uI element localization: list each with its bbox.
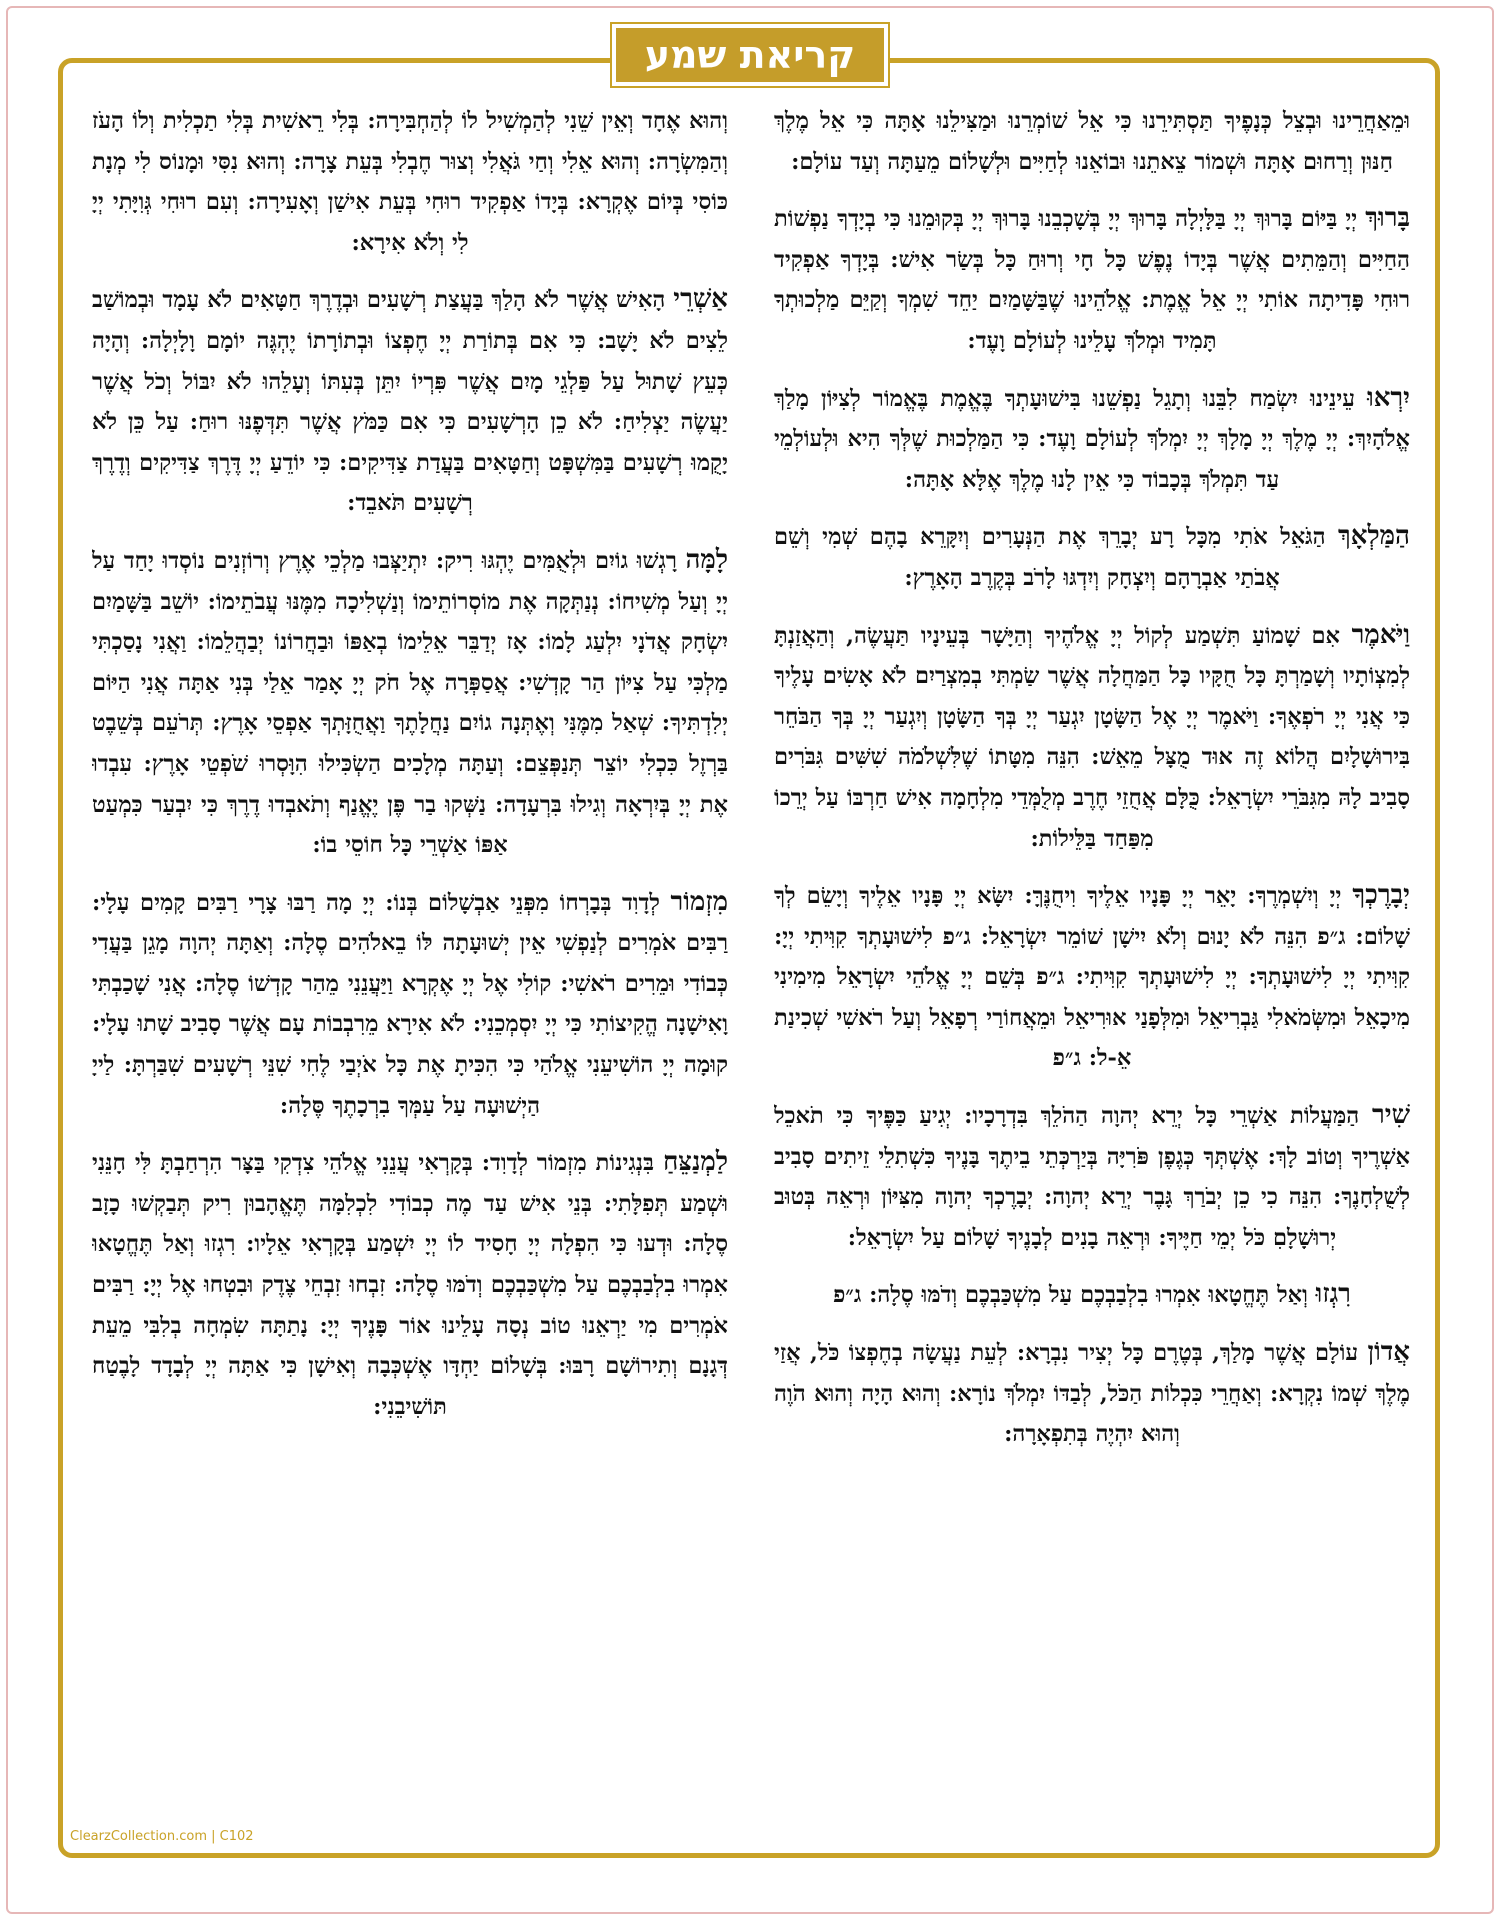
paragraph-text: בִּנְגִינוֹת מִזְמוֹר לְדָוִד: בְּקָרְאִי עֲנֵנִי אֱלֹהֵי צִדְקִי בַּצָּר הִרְחַבְתָּ לִּי חָנֵּנִי וּשְׁמַע תְּפִלָּתִי: בְּנֵי אִישׁ עַד מֶה כְבוֹדִי לִכְלִמָּה תֶּאֱהָבוּן רִיק תְּבַקְשׁוּ כָזָב סֶלָה: וּדְעוּ כִּי הִפְלָה יְיָ חָסִיד לוֹ יְיָ יִשְׁמַע בְּקָרְאִי אֵלָיו: רִגְזוּ וְאַל תֶּחֱטָאוּ אִמְרוּ בִלְבַבְכֶם עַל מִשְׁכַּבְכֶם וְדֹמּוּ סֶלָה: זִבְחוּ זִבְחֵי צֶדֶק וּבִטְחוּ אֶל יְיָ: רַבִּים אֹמְרִים מִי יַרְאֵנוּ טוֹב נְסָה עָלֵינוּ אוֹר פָּנֶיךָ יְיָ: נָתַתָּה שִׂמְחָה בְלִבִּי מֵעֵת דְּגָנָם וְתִירוֹשָׁם רָבּוּ: בְּשָׁלוֹם יַחְדָּו אֶשְׁכְּבָה וְאִישָׁן כִּי אַתָּה יְיָ לְבָדָד לָבֶטַח תּוֹשִׁיבֵנִי: bbox=[92, 1150, 728, 1420]
paragraph-text: הַמַּעֲלוֹת אַשְׁרֵי כָּל יְרֵא יְהוָה הַהֹלֵךְ בִּדְרָכָיו: יְגִיעַ כַּפֶּיךָ כִּי תֹאכֵל אַשְׁרֶיךָ וְטוֹב לָךְ: אֶשְׁתְּךָ כְּגֶפֶן פֹּרִיָּה בְּיַרְכְּתֵי בֵיתֶךָ בָּנֶיךָ כִּשְׁתִלֵי זֵיתִים סָבִיב לְשֻׁלְחָנֶךָ: הִנֵּה כִי כֵן יְבֹרַךְ גָּבֶר יְרֵא יְהוָה: יְבָרֶכְךָ יְהוָה מִצִּיּוֹן וּרְאֵה בְּטוּב יְרוּשָׁלָםִ כֹּל יְמֵי חַיֶּיךָ: וּרְאֵה בָנִים לְבָנֶיךָ שָׁלוֹם עַל יִשְׂרָאֵל: bbox=[774, 1103, 1410, 1251]
paragraph bbox=[774, 198, 1410, 361]
paragraph-text: אִם שָׁמוֹעַ תִּשְׁמַע לְקוֹל יְיָ אֱלֹהֶיךָ וְהַיָּשָׁר בְּעֵינָיו תַּעֲשֶׂה, וְהַאֲזַנְתָּ לְמִצְוֹתָיו וְשָׁמַרְתָּ כָּל חֻקָּיו כָּל הַמַּחֲלָה אֲשֶׁר שַׂמְתִּי בְמִצְרַיִם לֹא אָשִׂים עָלֶיךָ כִּי אֲנִי יְיָ רֹפְאֶךָ: וַיֹּאמֶר יְיָ אֶל הַשָּׂטָן יִגְעַר יְיָ בְּךָ הַשָּׂטָן וְיִגְעַר יְיָ בְּךָ הַבֹּחֵר בִּירוּשָׁלָיִם הֲלוֹא זֶה אוּד מֻצָּל מֵאֵשׁ: הִנֵּה מִטָּתוֹ שֶׁלִּשְׁלֹמֹה שִׁשִּׁים גִּבֹּרִים סָבִיב לָהּ מִגִּבֹּרֵי יִשְׂרָאֵל: כֻּלָּם אֲחֻזֵי חֶרֶב מְלֻמְּדֵי מִלְחָמָה אִישׁ חַרְבּוֹ עַל יְרֵכוֹ מִפַּחַד בַּלֵּילוֹת: bbox=[774, 622, 1410, 852]
paragraph bbox=[774, 100, 1410, 182]
paragraph-lead-word: אֲדוֹן bbox=[1367, 1337, 1410, 1368]
paragraph bbox=[92, 882, 728, 1127]
title-banner bbox=[612, 24, 888, 86]
paragraph-text: עֵינֵינוּ יִשְׂמַח לִבֵּנוּ וְתָגֵל נַפְשֵׁנוּ בִּישׁוּעָתְךָ בֶּאֱמֶת בֶּאֱמוֹר לְצִיּוֹן מָלַךְ אֱלֹהָיִךְ: יְיָ מֶלֶךְ יְיָ מָלָךְ יְיָ יִמְלֹךְ לְעוֹלָם וָעֶד: כִּי הַמַּלְכוּת שֶׁלְּךָ הִיא וּלְעוֹלְמֵי עַד תִּמְלֹךְ בְּכָבוֹד כִּי אֵין לָנוּ מֶלֶךְ אֶלָּא אָתָּה: bbox=[774, 385, 1410, 493]
paragraph-text: יְיָ בַּיּוֹם בָּרוּךְ יְיָ בַּלָּיְלָה בָּרוּךְ יְיָ בְּשָׁכְבֵנוּ בָּרוּךְ יְיָ בְּקוּמֵנוּ כִּי בְיָדְךָ נַפְשׁוֹת הַחַיִּים וְהַמֵּתִים אֲשֶׁר בְּיָדוֹ נֶפֶשׁ כָּל חָי וְרוּחַ כָּל בְּשַׂר אִישׁ: בְּיָדְךָ אַפְקִיד רוּחִי פָּדִיתָה אוֹתִי יְיָ אֵל אֱמֶת: אֱלֹהֵינוּ שֶׁבַּשָּׁמַיִם יַחֵד שִׁמְךָ וְקַיֵּם מַלְכוּתְךָ תָּמִיד וּמְלֹךְ עָלֵינוּ לְעוֹלָם וָעֶד: bbox=[774, 206, 1410, 354]
paragraph-lead-word: שִׁיר bbox=[1372, 1100, 1410, 1131]
paragraph-lead-word: יִרְאוּ bbox=[1367, 382, 1410, 413]
paragraph-text: הַגֹּאֵל אֹתִי מִכָּל רָע יְבָרֵךְ אֶת הַנְּעָרִים וְיִקָּרֵא בָהֶם שְׁמִי וְשֵׁם אֲבֹתַי אַבְרָהָם וְיִצְחָק וְיִדְגּוּ לָרֹב בְּקֶרֶב הָאָרֶץ: bbox=[774, 524, 1338, 591]
paragraph-lead-word: אַשְׁרֵי bbox=[673, 284, 728, 315]
left-column bbox=[92, 100, 728, 1800]
paragraph-lead-word: לַמְנַצֵּחַ bbox=[662, 1147, 728, 1178]
paragraph-lead-word: הַמַּלְאָךְ bbox=[1338, 521, 1410, 552]
paragraph-lead-word: וַיֹּאמֶר bbox=[1351, 619, 1410, 650]
paragraph-text: לְדָוִד בְּבָרְחוֹ מִפְּנֵי אַבְשָׁלוֹם בְּנוֹ: יְיָ מָה רַבּוּ צָרָי רַבִּים קָמִים עָלָי: רַבִּים אֹמְרִים לְנַפְשִׁי אֵין יְשׁוּעָתָה לּוֹ בֵאלֹהִים סֶלָה: וְאַתָּה יְהוָה מָגֵן בַּעֲדִי כְּבוֹדִי וּמֵרִים רֹאשִׁי: קוֹלִי אֶל יְיָ אֶקְרָא וַיַּעֲנֵנִי מֵהַר קָדְשׁוֹ סֶלָה: אֲנִי שָׁכַבְתִּי וָאִישָׁנָה הֱקִיצוֹתִי כִּי יְיָ יִסְמְכֵנִי: לֹא אִירָא מֵרִבְבוֹת עָם אֲשֶׁר סָבִיב שָׁתוּ עָלָי: קוּמָה יְיָ הוֹשִׁיעֵנִי אֱלֹהַי כִּי הִכִּיתָ אֶת כָּל אֹיְבַי לֶחִי שִׁנֵּי רְשָׁעִים שִׁבַּרְתָּ: לַייָ הַיְשׁוּעָה עַל עַמְּךָ בִרְכָתֶךָ סֶּלָה: bbox=[92, 889, 728, 1119]
paragraph-lead-word: רִגְזוּ bbox=[1315, 1279, 1351, 1310]
paragraph-text: וּמֵאַחֲרֵינוּ וּבְצֵל כְּנָפֶיךָ תַּסְתִּירֵנוּ כִּי אֵל שׁוֹמְרֵנוּ וּמַצִּילֵנוּ אָתָּה כִּי אֵל מֶלֶךְ חַנּוּן וְרַחוּם אָתָּה וּשְׁמוֹר צֵאתֵנוּ וּבוֹאֵנוּ לְחַיִּים וּלְשָׁלוֹם מֵעַתָּה וְעַד עוֹלָם: bbox=[774, 108, 1410, 175]
paragraph-text: רָגְשׁוּ גוֹיִם וּלְאֻמִּים יֶהְגּוּ רִיק: יִתְיַצְּבוּ מַלְכֵי אֶרֶץ וְרוֹזְנִים נוֹסְדוּ יָחַד עַל יְיָ וְעַל מְשִׁיחוֹ: נְנַתְּקָה אֶת מוֹסְרוֹתֵימוֹ וְנַשְׁלִיכָה מִמֶּנּוּ עֲבֹתֵימוֹ: יוֹשֵׁב בַּשָּׁמַיִם יִשְׂחָק אֲדֹנָי יִלְעַג לָמוֹ: אָז יְדַבֵּר אֵלֵימוֹ בְאַפּוֹ וּבַחֲרוֹנוֹ יְבַהֲלֵמוֹ: וַאֲנִי נָסַכְתִּי מַלְכִּי עַל צִיּוֹן הַר קָדְשִׁי: אֲסַפְּרָה אֶל חֹק יְיָ אָמַר אֵלַי בְּנִי אַתָּה אֲנִי הַיּוֹם יְלִדְתִּיךָ: שְׁאַל מִמֶּנִּי וְאֶתְּנָה גוֹיִם נַחֲלָתֶךָ וַאֲחֻזָּתְךָ אַפְסֵי אָרֶץ: תְּרֹעֵם בְּשֵׁבֶט בַּרְזֶל כִּכְלִי יוֹצֵר תְּנַפְּצֵם: וְעַתָּה מְלָכִים הַשְׂכִּילוּ הִוָּסְרוּ שֹׁפְטֵי אָרֶץ: עִבְדוּ אֶת יְיָ בְּיִרְאָה וְגִילוּ בִּרְעָדָה: נַשְּׁקוּ בַר פֶּן יֶאֱנַף וְתֹאבְדוּ דֶרֶךְ כִּי יִבְעַר כִּמְעַט אַפּוֹ אַשְׁרֵי כָּל חוֹסֵי בוֹ: bbox=[92, 547, 728, 859]
right-column bbox=[774, 100, 1410, 1800]
paragraph-text: וְאַל תֶּחֱטָאוּ אִמְרוּ בִלְבַבְכֶם עַל מִשְׁכַּבְכֶם וְדֹמּוּ סֶלָה: ג״פ bbox=[833, 1282, 1316, 1309]
paragraph-lead-word: יְבָרֶכְךָ bbox=[1352, 880, 1410, 911]
footer-credit: ClearzCollection.com | C102 bbox=[70, 1829, 254, 1844]
paragraph-text: הָאִישׁ אֲשֶׁר לֹא הָלַךְ בַּעֲצַת רְשָׁעִים וּבְדֶרֶךְ חַטָּאִים לֹא עָמָד וּבְמוֹשַׁב לֵצִים לֹא יָשָׁב: כִּי אִם בְּתוֹרַת יְיָ חֶפְצוֹ וּבְתוֹרָתוֹ יֶהְגֶּה יוֹמָם וָלָיְלָה: וְהָיָה כְּעֵץ שָׁתוּל עַל פַּלְגֵי מָיִם אֲשֶׁר פִּרְיוֹ יִתֵּן בְּעִתּוֹ וְעָלֵהוּ לֹא יִבּוֹל וְכֹל אֲשֶׁר יַעֲשֶׂה יַצְלִיחַ: לֹא כֵן הָרְשָׁעִים כִּי אִם כַּמֹּץ אֲשֶׁר תִּדְּפֶנּוּ רוּחַ: עַל כֵּן לֹא יָקֻמוּ רְשָׁעִים בַּמִּשְׁפָּט וְחַטָּאִים בַּעֲדַת צַדִּיקִים: כִּי יוֹדֵעַ יְיָ דֶּרֶךְ צַדִּיקִים וְדֶרֶךְ רְשָׁעִים תֹּאבֵד: bbox=[92, 287, 728, 517]
paragraph-text: עוֹלָם אֲשֶׁר מָלַךְ, בְּטֶרֶם כָּל יְצִיר נִבְרָא: לְעֵת נַעֲשָׂה בְחֶפְצוֹ כֹּל, אֲזַי מֶלֶךְ שְׁמוֹ נִקְרָא: וְאַחֲרֵי כִּכְלוֹת הַכֹּל, לְבַדּוֹ יִמְלֹךְ נוֹרָא: וְהוּא הָיָה וְהוּא הֹוֶה וְהוּא יִהְיֶה בְּתִפְאָרָה: bbox=[774, 1340, 1410, 1448]
paragraph-lead-word: לָמָּה bbox=[685, 544, 728, 575]
paragraph bbox=[92, 279, 728, 524]
paragraph bbox=[774, 378, 1410, 501]
text-columns bbox=[92, 100, 1410, 1800]
paragraph bbox=[774, 1095, 1410, 1258]
paragraph bbox=[774, 516, 1410, 598]
paragraph-lead-word: מִזְמוֹר bbox=[670, 886, 728, 917]
paragraph bbox=[774, 875, 1410, 1079]
paragraph bbox=[92, 1142, 728, 1427]
paragraph-text: וְהוּא אֶחָד וְאֵין שֵׁנִי לְהַמְשִׁיל לוֹ לְהַחְבִּירָה: בְּלִי רֵאשִׁית בְּלִי תַכְלִית וְלוֹ הָעֹז וְהַמִּשְׂרָה: וְהוּא אֵלִי וְחַי גֹּאֲלִי וְצוּר חֶבְלִי בְּעֵת צָרָה: וְהוּא נִסִּי וּמָנוֹס לִי מְנָת כּוֹסִי בְּיוֹם אֶקְרָא: בְּיָדוֹ אַפְקִיד רוּחִי בְּעֵת אִישַׁן וְאָעִירָה: וְעִם רוּחִי גְּוִיָּתִי יְיָ לִי וְלֹא אִירָא: bbox=[92, 108, 728, 256]
paragraph-text: יְיָ וְיִשְׁמְרֶךָ: יָאֵר יְיָ פָּנָיו אֵלֶיךָ וִיחֻנֶּךָּ: יִשָּׂא יְיָ פָּנָיו אֵלֶיךָ וְיָשֵׂם לְךָ שָׁלוֹם: ג״פ הִנֵּה לֹא יָנוּם וְלֹא יִישָׁן שׁוֹמֵר יִשְׂרָאֵל: ג״פ לִישׁוּעָתְךָ קִוִּיתִי יְיָ: קִוִּיתִי יְיָ לִישׁוּעָתְךָ: יְיָ לִישׁוּעָתְךָ קִוִּיתִי: ג״פ בְּשֵׁם יְיָ אֱלֹהֵי יִשְׂרָאֵל מִימִינִי מִיכָאֵל וּמִשְּׂמֹאלִי גַּבְרִיאֵל וּמִלְּפָנַי אוּרִיאֵל וּמֵאֲחוֹרַי רְפָאֵל וְעַל רֹאשִׁי שְׁכִינַת אֵ-ל: ג״פ bbox=[774, 883, 1410, 1072]
paragraph-lead-word: בָּרוּךְ bbox=[1365, 203, 1410, 234]
paragraph bbox=[774, 615, 1410, 860]
paragraph bbox=[774, 1274, 1410, 1316]
paragraph bbox=[92, 540, 728, 866]
paragraph bbox=[774, 1332, 1410, 1455]
page-title: קריאת שמע bbox=[644, 33, 856, 77]
paragraph bbox=[92, 100, 728, 263]
